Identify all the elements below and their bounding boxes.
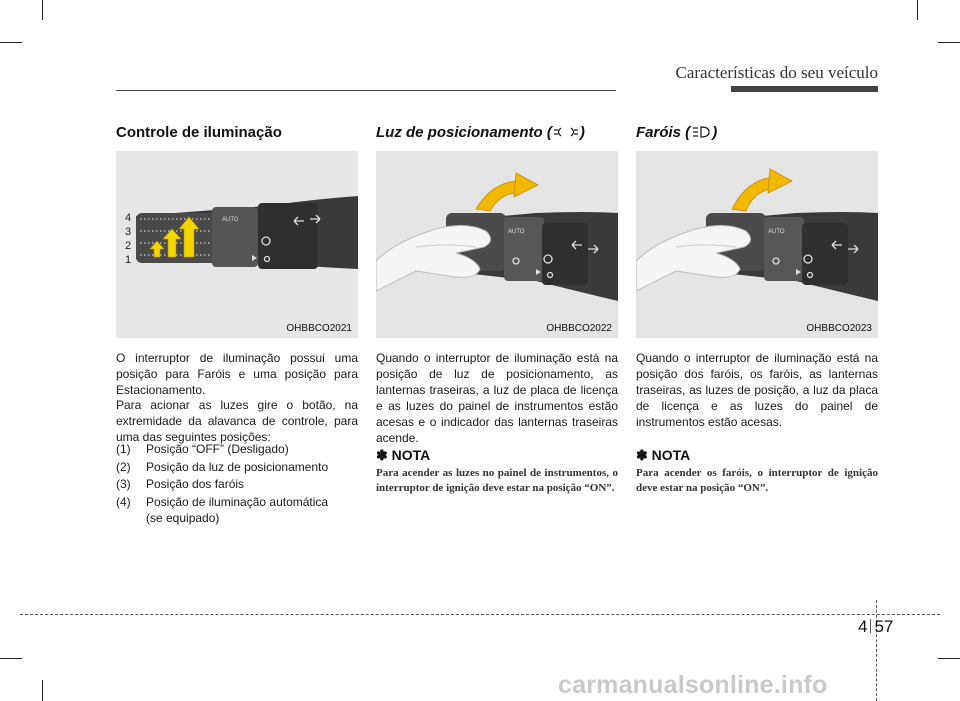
note-text: Para acender os faróis, o interruptor de ignição deve estar na posição “ON”. xyxy=(636,467,878,494)
crop-mark xyxy=(938,42,960,43)
list-item-sub: (se equipado) xyxy=(146,511,220,525)
section-title-position-light: Luz de posicionamento ( ) xyxy=(376,124,585,141)
position-number: 3 xyxy=(125,226,132,238)
crop-mark xyxy=(0,42,22,43)
paragraph: Para acionar as luzes gire o botão, na extremidade da alavanca de controle, para uma das seguintes posições: xyxy=(116,398,358,444)
crop-mark xyxy=(42,0,43,20)
figure-headlights xyxy=(636,151,878,338)
header-rule xyxy=(116,86,878,92)
headlight-icon xyxy=(690,124,712,141)
auto-label: AUTO xyxy=(508,229,525,235)
note-title: ✽ NOTA xyxy=(376,447,431,463)
watermark: carmanualsonline.info xyxy=(558,671,828,699)
footer-rule-vertical xyxy=(876,600,877,701)
footer-rule xyxy=(20,614,940,615)
crop-mark xyxy=(938,658,960,659)
note-title: ✽ NOTA xyxy=(636,447,691,463)
list-item: (2) Posição da luz de posicionamento xyxy=(116,459,329,474)
page-number: 4 57 xyxy=(858,617,894,636)
list-item: (1) Posição “OFF” (Desligado) xyxy=(116,442,289,456)
position-number: 2 xyxy=(125,240,132,252)
figure-code: OHBBCO2022 xyxy=(546,323,612,334)
paragraph: O interruptor de iluminação possui uma posição para Faróis e uma posição para Estacionamento. xyxy=(116,351,358,397)
crop-mark xyxy=(42,680,43,701)
figure-code: OHBBCO2021 xyxy=(286,323,352,334)
auto-label: AUTO xyxy=(222,217,239,223)
section-title-lighting-control: Controle de iluminação xyxy=(116,124,282,141)
paragraph: Quando o interruptor de iluminação está na posição dos faróis, os faróis, as lanternas traseiras, as luzes de posição, a luz da placa de licença e as luzes do painel de instrumentos estão acesas. xyxy=(636,351,878,429)
paragraph: Quando o interruptor de iluminação está na posição de luz de posicionamento, as lanternas traseiras, a luz de placa de licença e as luzes do painel de instrumentos estão acesas e o indicador das lanternas traseiras acende. xyxy=(376,351,618,445)
figure-position-light xyxy=(376,151,618,338)
section-title-headlights: Faróis ( ) xyxy=(636,124,718,141)
position-number: 4 xyxy=(125,212,132,224)
position-number: 1 xyxy=(125,254,132,266)
list-item: (4) Posição de iluminação automática xyxy=(116,494,329,509)
chapter-title: Características do seu veículo xyxy=(675,63,878,82)
auto-label: AUTO xyxy=(768,229,785,235)
position-list xyxy=(116,441,358,525)
position-light-icon xyxy=(552,124,580,141)
crop-mark xyxy=(0,658,22,659)
figure-lighting-lever xyxy=(116,151,358,338)
list-item: (3) Posição dos faróis xyxy=(116,477,245,491)
crop-mark xyxy=(917,0,918,20)
figure-code: OHBBCO2023 xyxy=(806,323,872,334)
note-text: Para acender as luzes no painel de instrumentos, o interruptor de ignição deve estar na posição “ON”. xyxy=(376,467,618,494)
